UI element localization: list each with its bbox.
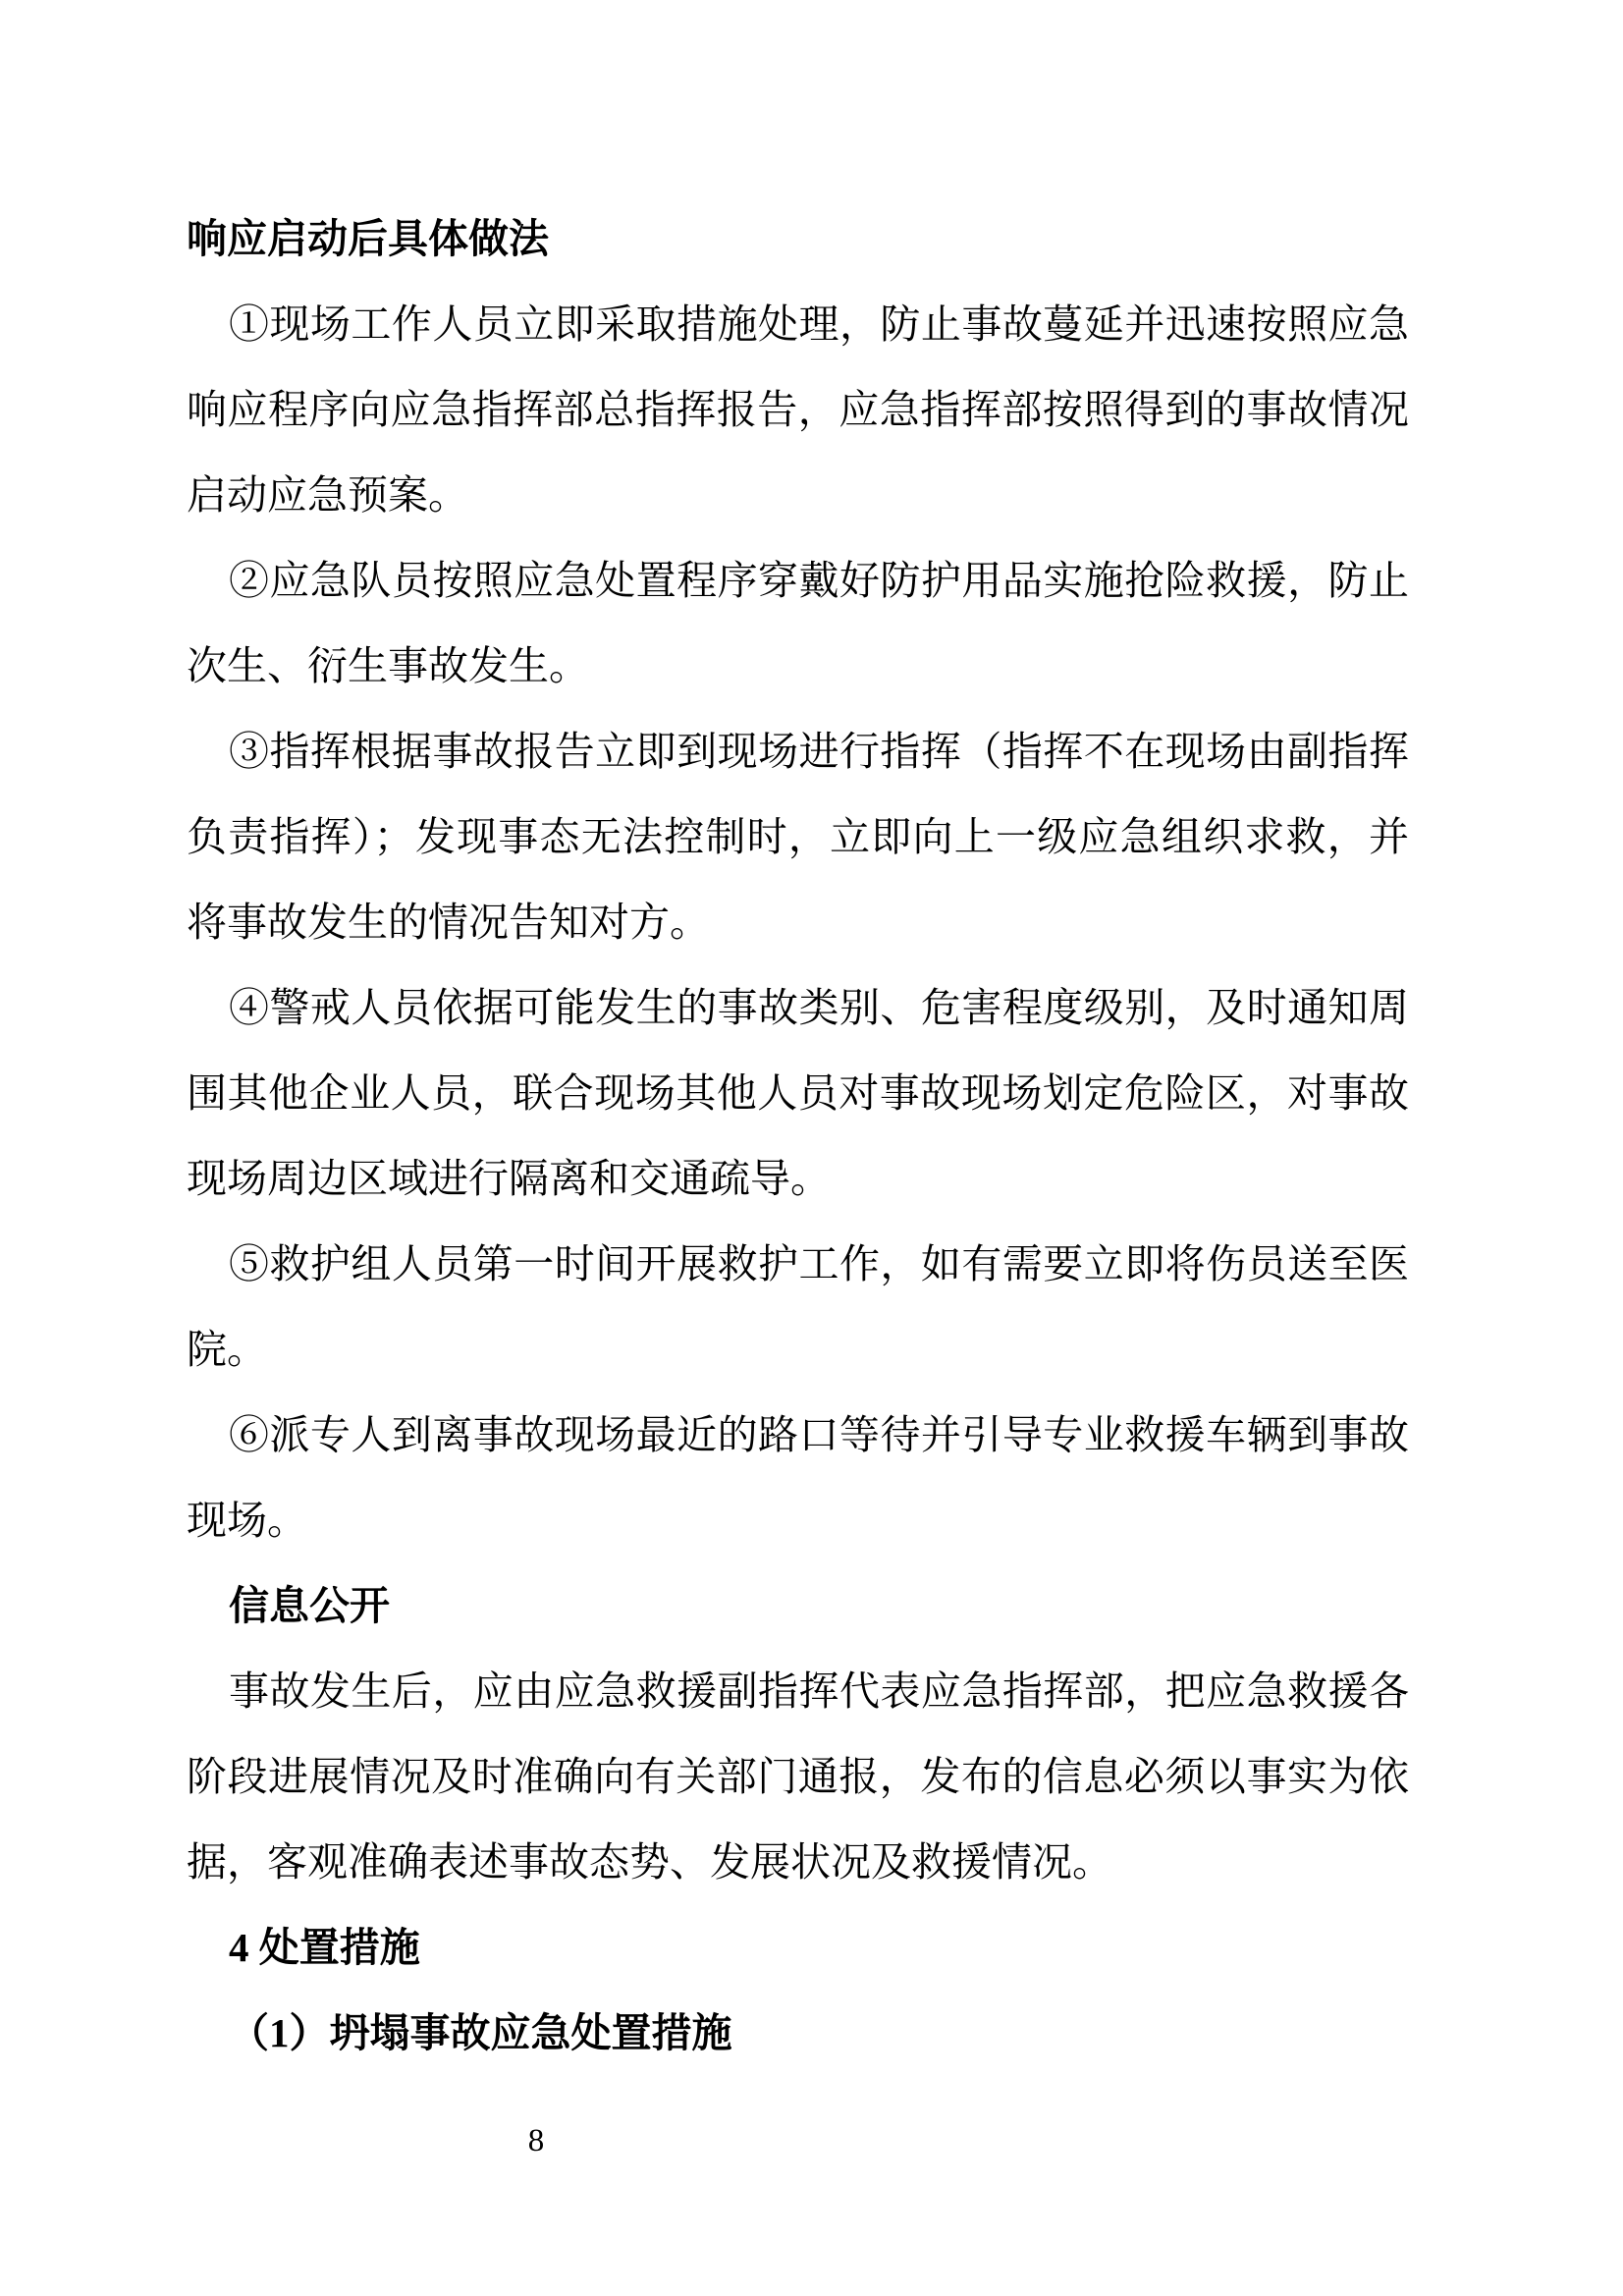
paragraph-step-3: ③指挥根据事故报告立即到现场进行指挥（指挥不在现场由副指挥负责指挥）；发现事态无法控制时，立即向上一级应急组织求救，并将事故发生的情况告知对方。 xyxy=(187,729,1409,945)
paragraph-information-disclosure: 事故发生后，应由应急救援副指挥代表应急指挥部，把应急救援各阶段进展情况及时准确向有关部门通报，发布的信息必须以事实为依据，客观准确表述事故态势、发展状况及救援情况。 xyxy=(187,1668,1409,1885)
paragraph-step-6: ⑥派专人到离事故现场最近的路口等待并引导专业救援车辆到事故现场。 xyxy=(187,1412,1409,1543)
paragraph-step-2: ②应急队员按照应急处置程序穿戴好防护用品实施抢险救援，防止次生、衍生事故发生。 xyxy=(187,558,1409,688)
paragraph-step-1: ①现场工作人员立即采取措施处理，防止事故蔓延并迅速按照应急响应程序向应急指挥部总指挥报告，应急指挥部按照得到的事故情况启动应急预案。 xyxy=(187,301,1409,518)
heading-response-actions: 响应启动后具体做法 xyxy=(187,216,549,261)
paragraph-step-4: ④警戒人员依据可能发生的事故类别、危害程度级别，及时通知周围其他企业人员，联合现场其他人员对事故现场划定危险区，对事故现场周边区域进行隔离和交通疏导。 xyxy=(187,985,1409,1201)
document-body xyxy=(187,196,1409,2076)
paragraph-step-5: ⑤救护组人员第一时间开展救护工作，如有需要立即将伤员送至医院。 xyxy=(187,1241,1409,1372)
heading-information-disclosure: 信息公开 xyxy=(229,1583,390,1628)
heading-collapse-accident-measures: （1）坍塌事故应急处置措施 xyxy=(229,2010,732,2055)
page-number: 8 xyxy=(527,2123,545,2159)
heading-section-4-disposal-measures: 4 处置措施 xyxy=(229,1925,420,1970)
